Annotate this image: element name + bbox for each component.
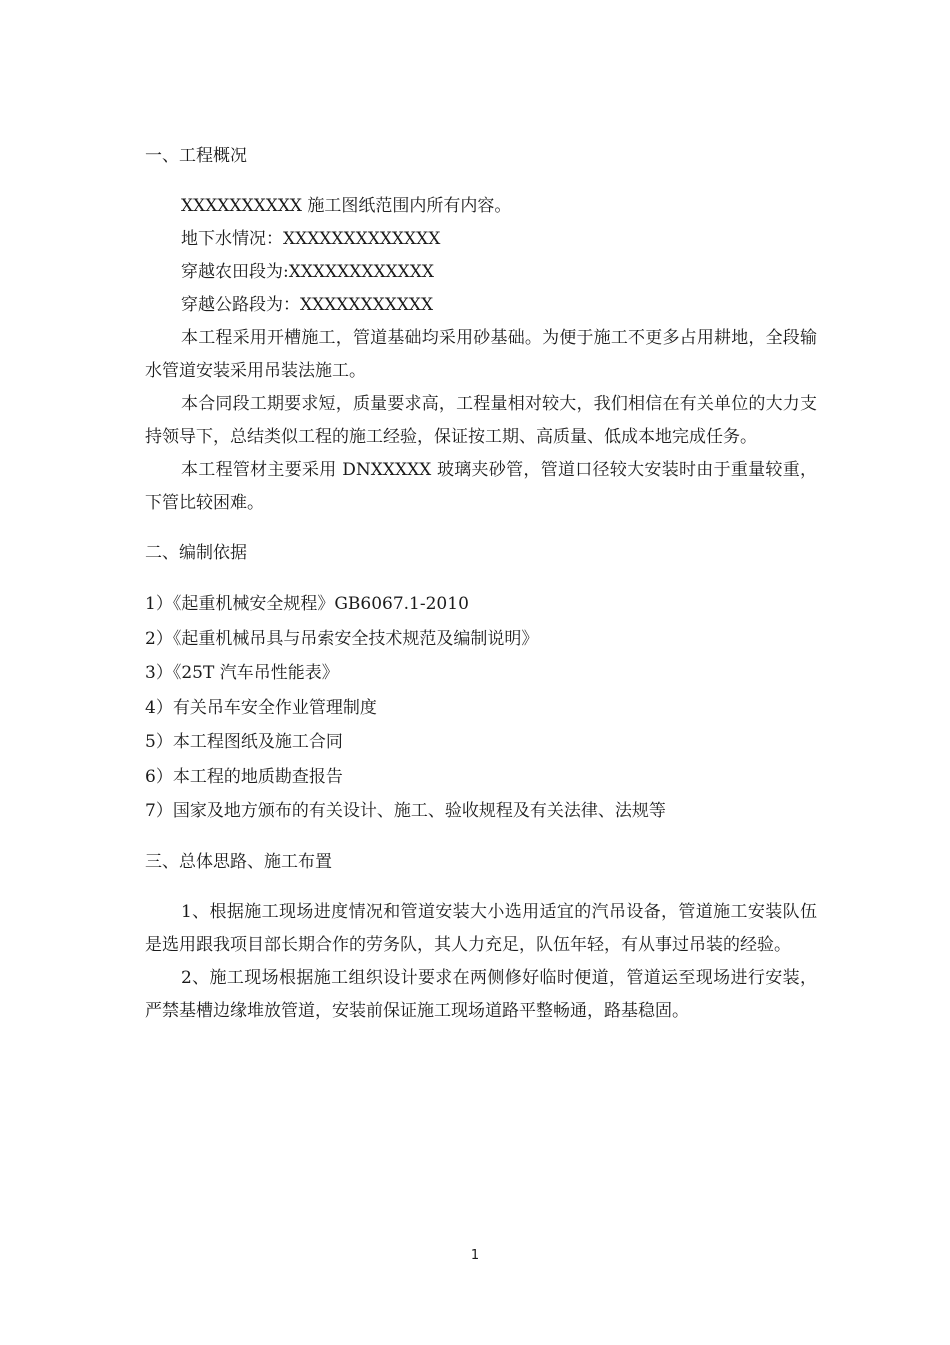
section-heading-layout: 三、总体思路、施工布置 [145,851,332,872]
list-item: 2）《起重机械吊具与吊索安全技术规范及编制说明》 [145,628,539,649]
reference-list [145,587,817,829]
paragraph: 本工程采用开槽施工，管道基础均采用砂基础。为便于施工不更多占用耕地，全段输水管道安装采用吊装法施工。 [145,328,817,381]
list-item: 7）国家及地方颁布的有关设计、施工、验收规程及有关法律、法规等 [145,801,666,821]
list-item: 4）有关吊车安全作业管理制度 [145,697,377,718]
section-heading-overview: 一、工程概况 [145,146,247,166]
document-body [145,140,817,1028]
list-item: 5）本工程图纸及施工合同 [145,732,343,752]
paragraph: 地下水情况：XXXXXXXXXXXXX [181,229,441,249]
paragraph: 1、根据施工现场进度情况和管道安装大小选用适宜的汽吊设备，管道施工安装队伍是选用跟我项目部长期合作的劳务队，其人力充足，队伍年轻，有从事过吊装的经验。 [145,901,817,955]
list-item: 1）《起重机械安全规程》GB6067.1-2010 [145,594,469,614]
paragraph: XXXXXXXXXX 施工图纸范围内所有内容。 [181,196,512,216]
paragraph: 穿越公路段为：XXXXXXXXXXX [181,295,434,315]
paragraph: 2、施工现场根据施工组织设计要求在两侧修好临时便道，管道运至现场进行安装，严禁基槽边缘堆放管道，安装前保证施工现场道路平整畅通，路基稳固。 [145,967,817,1021]
page-number: 1 [470,1248,480,1263]
paragraph: 穿越农田段为:XXXXXXXXXXXX [181,262,434,282]
list-item: 3）《25T 汽车吊性能表》 [145,663,339,683]
list-item: 6）本工程的地质勘查报告 [145,766,343,787]
paragraph: 本工程管材主要采用 DNXXXXX 玻璃夹砂管，管道口径较大安装时由于重量较重，下管比较困难。 [145,460,817,513]
section-heading-basis: 二、编制依据 [145,543,247,563]
paragraph: 本合同段工期要求短，质量要求高，工程量相对较大，我们相信在有关单位的大力支持领导下，总结类似工程的施工经验，保证按工期、高质量、低成本地完成任务。 [145,394,817,447]
